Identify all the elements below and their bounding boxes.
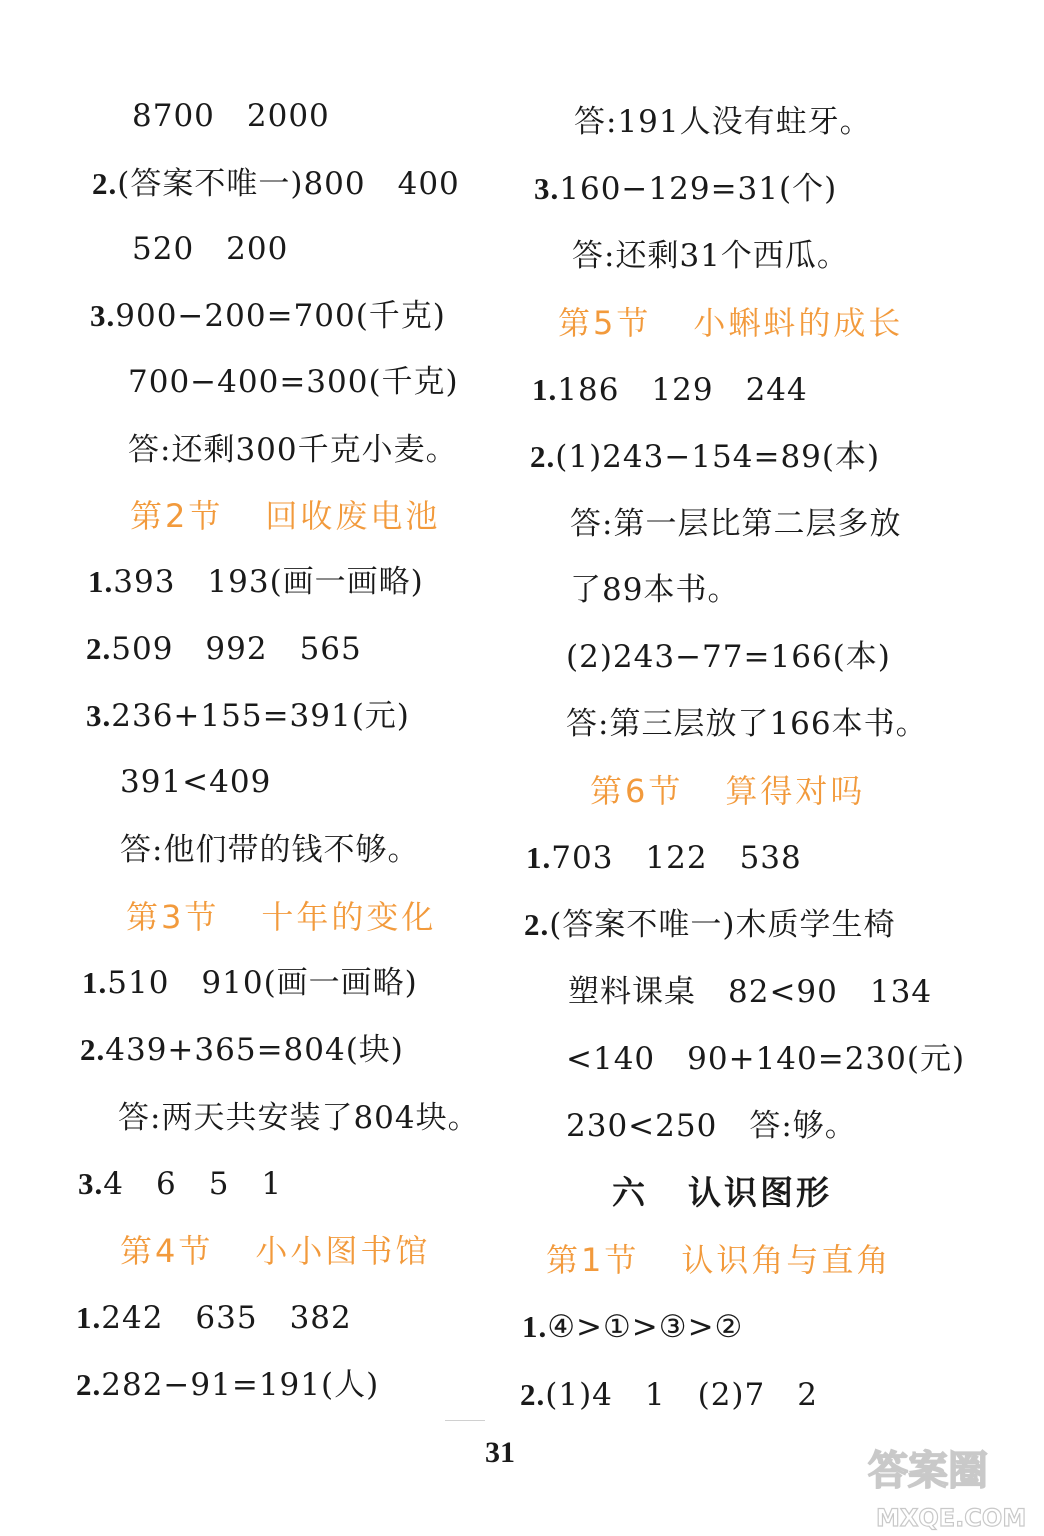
- answer-line: [92, 164, 460, 204]
- answer-text: 答:191人没有蛀牙。: [574, 104, 872, 140]
- answer-text: 439+365=804(块): [105, 1032, 404, 1068]
- answer-text: 700−400=300(千克): [128, 364, 459, 400]
- answer-line: [128, 362, 459, 402]
- section-heading: [558, 303, 903, 343]
- question-number: 2.: [530, 439, 556, 474]
- question-number: 1.: [82, 965, 108, 1000]
- answer-line: [566, 1039, 965, 1079]
- answer-text: 答:第三层放了166本书。: [566, 706, 928, 742]
- answer-line: [572, 236, 849, 276]
- answer-text: 186 129 244: [557, 372, 808, 408]
- section-title: 算得对吗: [725, 772, 866, 810]
- answer-line: [88, 562, 424, 602]
- section-heading: [546, 1240, 891, 1280]
- unit-label: 六: [612, 1173, 648, 1212]
- question-number: 3.: [534, 171, 560, 206]
- answer-line: [568, 972, 932, 1012]
- watermark-logo: [862, 1438, 1042, 1533]
- answer-line: [78, 1164, 282, 1204]
- answer-line: [570, 504, 901, 544]
- answer-text: 塑料课桌 82<90 134: [568, 974, 933, 1010]
- section-label: 第1节: [546, 1241, 640, 1279]
- answer-text: 答:两天共安装了804块。: [118, 1100, 480, 1136]
- answer-text: 答:他们带的钱不够。: [120, 832, 420, 868]
- answer-line: [524, 905, 895, 945]
- answer-text: 391<409: [120, 764, 272, 800]
- question-number: 1.: [522, 1309, 548, 1344]
- answer-line: [520, 1375, 818, 1415]
- question-number: 2.: [86, 631, 112, 666]
- answer-text: (答案不唯一)木质学生椅: [549, 907, 896, 943]
- question-number: 2.: [520, 1377, 546, 1412]
- answer-line: [530, 437, 880, 477]
- answer-text: 了89本书。: [570, 572, 740, 608]
- answer-text: 509 992 565: [111, 631, 362, 667]
- question-number: 1.: [88, 564, 114, 599]
- answer-line: [82, 963, 418, 1003]
- answer-text: 242 635 382: [101, 1300, 352, 1336]
- answer-line: [128, 430, 458, 470]
- answer-text: 900−200=700(千克): [115, 298, 446, 334]
- answer-text: 8700 2000: [132, 98, 330, 134]
- footer-rule: [445, 1420, 485, 1421]
- answer-text: 4 6 5 1: [103, 1166, 283, 1202]
- answer-line: [86, 696, 410, 736]
- question-number: 1.: [532, 372, 558, 407]
- answer-text: (2)243−77=166(本): [566, 639, 891, 675]
- answer-line: [120, 762, 271, 802]
- question-number: 3.: [90, 298, 116, 333]
- answer-text: 答:还剩300千克小麦。: [128, 432, 458, 468]
- answer-text: 510 910(画一画略): [107, 965, 418, 1001]
- answer-line: [522, 1307, 743, 1347]
- question-number: 3.: [78, 1166, 104, 1201]
- question-number: 2.: [524, 907, 550, 942]
- answer-text: ④>①>③>②: [547, 1309, 744, 1345]
- answer-text: 282−91=191(人): [101, 1367, 380, 1403]
- section-label: 第3节: [126, 898, 220, 936]
- unit-title: 认识图形: [688, 1173, 832, 1212]
- answer-line: [534, 169, 837, 209]
- section-heading: [590, 771, 865, 811]
- question-number: 2.: [92, 166, 118, 201]
- question-number: 1.: [526, 840, 552, 875]
- answer-line: [574, 102, 872, 142]
- answer-line: [80, 1030, 404, 1070]
- section-label: 第6节: [590, 772, 684, 810]
- answer-text: 236+155=391(元): [111, 698, 410, 734]
- answer-line: [526, 838, 802, 878]
- question-number: 1.: [76, 1300, 102, 1335]
- section-label: 第2节: [130, 497, 224, 535]
- answer-text: 393 193(画一画略): [113, 564, 424, 600]
- section-label: 第4节: [120, 1232, 214, 1270]
- answer-line: [566, 1106, 857, 1146]
- section-heading: [130, 496, 440, 536]
- answer-line: [566, 637, 891, 677]
- answer-text: 230<250 答:够。: [566, 1108, 857, 1144]
- answer-line: [86, 629, 362, 669]
- answer-text: (1)4 1 (2)7 2: [545, 1377, 818, 1413]
- section-label: 第5节: [558, 304, 652, 342]
- answer-text: <140 90+140=230(元): [566, 1041, 966, 1077]
- answer-line: [532, 370, 808, 410]
- answer-text: 160−129=31(个): [559, 171, 838, 207]
- answer-text: 答:第一层比第二层多放: [570, 506, 902, 542]
- answer-text: 703 122 538: [551, 840, 802, 876]
- section-title: 回收废电池: [265, 497, 441, 535]
- answer-line: [90, 296, 446, 336]
- question-number: 3.: [86, 698, 112, 733]
- watermark-top-text: 答案圈: [868, 1448, 988, 1494]
- question-number: 2.: [80, 1032, 106, 1067]
- answer-line: [76, 1298, 352, 1338]
- answer-line: [120, 830, 419, 870]
- section-title: 认识角与直角: [681, 1241, 892, 1279]
- answer-line: [132, 96, 330, 136]
- answer-text: (答案不唯一)800 400: [117, 166, 460, 202]
- question-number: 2.: [76, 1367, 102, 1402]
- answer-text: (1)243−154=89(本): [555, 439, 881, 475]
- page-number: 31: [485, 1436, 515, 1469]
- answer-text: 答:还剩31个西瓜。: [572, 238, 849, 274]
- section-title: 十年的变化: [261, 898, 437, 936]
- section-title: 小小图书馆: [255, 1232, 431, 1270]
- answer-line: [566, 704, 928, 744]
- section-heading: [120, 1231, 430, 1271]
- answer-line: [570, 570, 739, 610]
- answer-text: 520 200: [132, 231, 289, 267]
- answer-line: [132, 229, 288, 269]
- section-title: 小蝌蚪的成长: [693, 304, 904, 342]
- answer-line: [76, 1365, 379, 1405]
- unit-heading: [612, 1173, 832, 1213]
- watermark-bottom-text: MXQE.COM: [876, 1504, 1027, 1532]
- answer-line: [118, 1098, 480, 1138]
- section-heading: [126, 897, 436, 937]
